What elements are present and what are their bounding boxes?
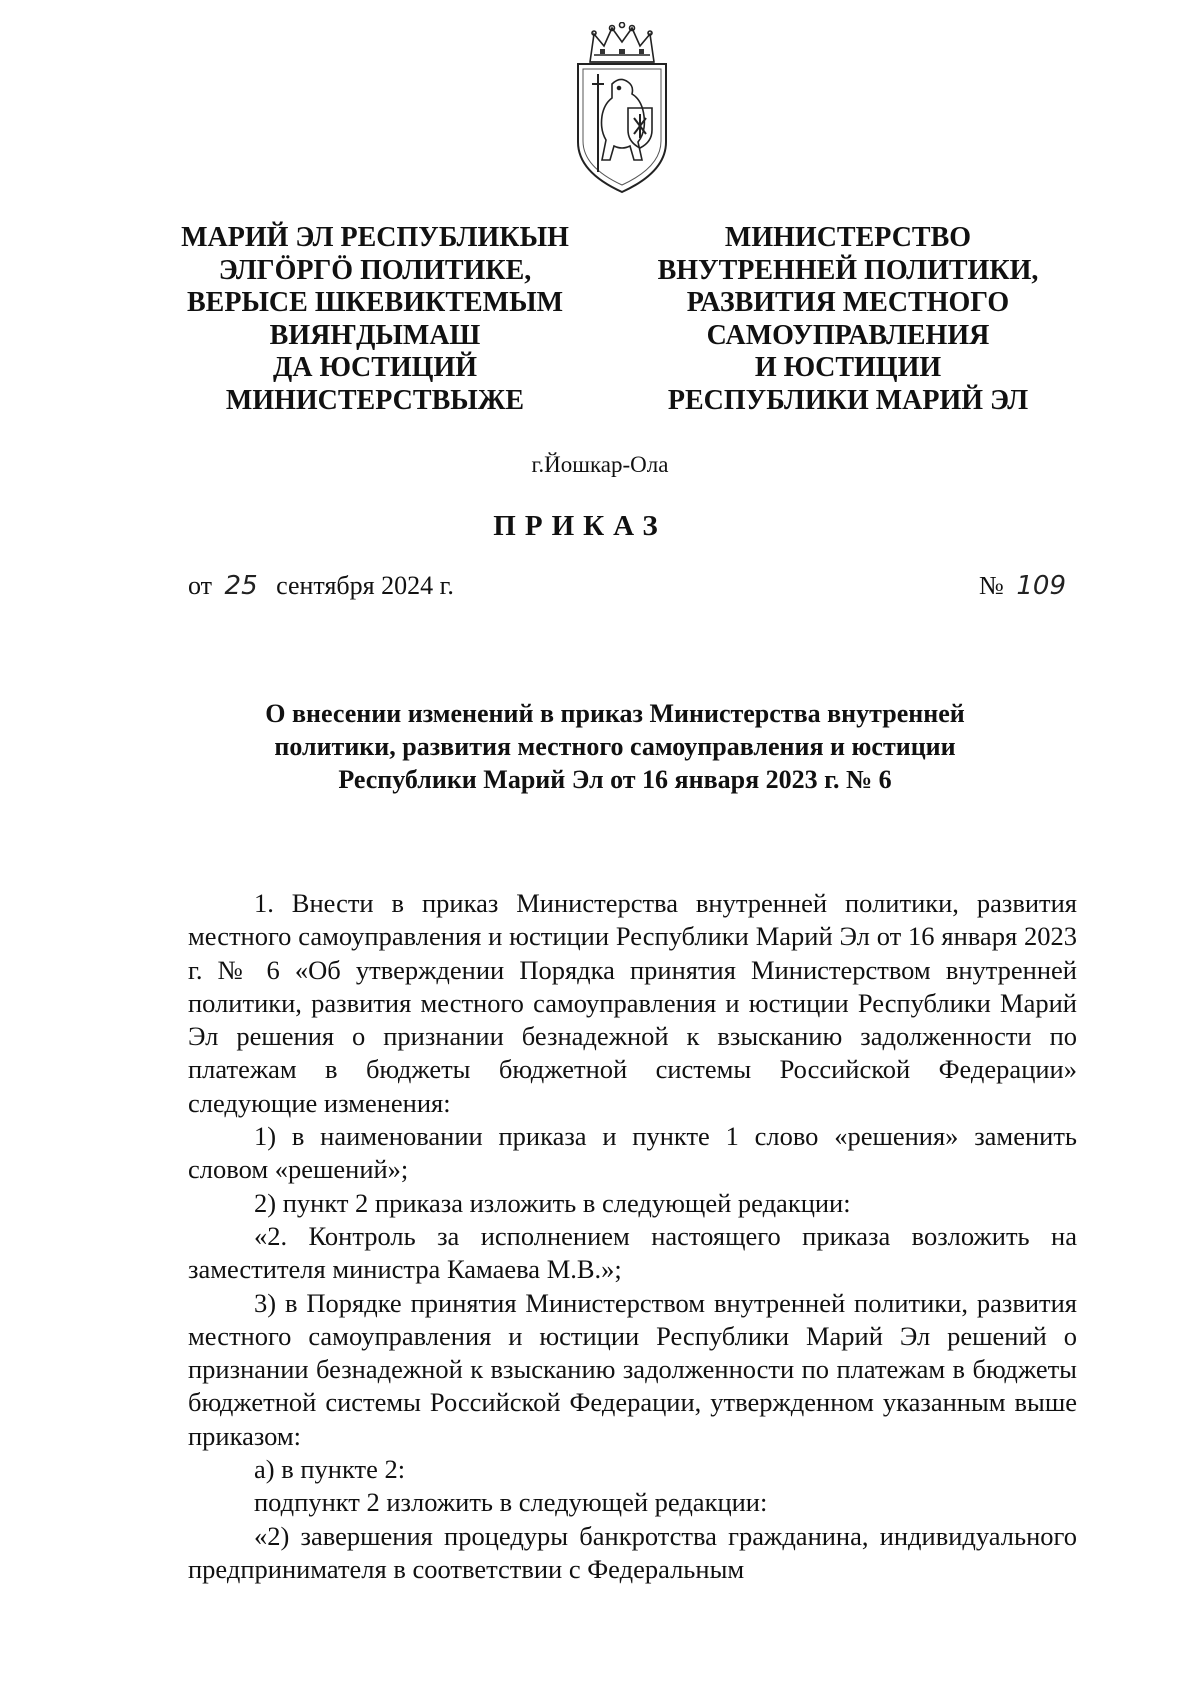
body-paragraph: 2) пункт 2 приказа изложить в следующей редакции:	[254, 1187, 851, 1218]
city-name: г.Йошкар-Ола	[531, 452, 669, 477]
body-paragraph: 1. Внести в приказ Министерства внутренней политики, развития местного самоуправления и юстиции Республики Марий Эл от 16 января 2023 г. № 6 «Об утверждении Порядка принятия Министерством внутренней политики, развития местного самоуправления и юстиции Республики Марий Эл решения о признании безнадежной к взысканию задолженности по платежам в бюджеты бюджетной системы Российской Федерации» следующие изменения:	[188, 888, 1077, 1118]
header-left-line: МИНИСТЕРСТВЫЖЕ	[225, 384, 525, 416]
header-left-line: МАРИЙ ЭЛ РЕСПУБЛИКЫН	[181, 222, 569, 253]
body-paragraph: «2. Контроль за исполнением настоящего приказа возложить на заместителя министра Камаева М.В.»;	[188, 1220, 1077, 1285]
header-left-ministry-name	[175, 222, 575, 417]
document-title	[150, 697, 1080, 796]
header-left-line: ДА ЮСТИЦИЙ	[272, 352, 478, 383]
header-right-line: И ЮСТИЦИИ	[754, 352, 942, 383]
body-paragraph: подпункт 2 изложить в следующей редакции:	[254, 1487, 768, 1518]
header-left-line: ВЕРЫСЕ ШКЕВИКТЕМЫМ	[186, 287, 564, 318]
title-line: политики, развития местного самоуправления и юстиции	[274, 732, 956, 761]
body-paragraph: «2) завершения процедуры банкротства гражданина, индивидуального предпринимателя в соответствии с Федеральным	[188, 1520, 1077, 1584]
number-value-handwritten: 109	[1016, 571, 1066, 601]
header-right-line: МИНИСТЕРСТВО	[724, 222, 972, 253]
number-prefix: №	[979, 571, 1004, 600]
document-type: ПРИКАЗ	[493, 510, 667, 542]
body-paragraph: 3) в Порядке принятия Министерством внутренней политики, развития местного самоуправления и юстиции Республики Марий Эл решений о признании безнадежной к взысканию задолженности по платежам в бюджеты бюджетной системы Российской Федерации, утвержденном указанным выше приказом:	[188, 1287, 1077, 1451]
document-date	[188, 571, 454, 601]
header-right-line: САМОУПРАВЛЕНИЯ	[706, 319, 990, 351]
body-paragraph: а) в пункте 2:	[254, 1454, 406, 1485]
header-right-line: РАЗВИТИЯ МЕСТНОГО	[686, 287, 1010, 318]
date-prefix: от	[188, 571, 213, 600]
date-month-year: сентября 2024 г.	[276, 571, 454, 600]
document-number	[979, 571, 1078, 601]
coat-of-arms-icon	[572, 22, 672, 200]
document-body	[188, 887, 1077, 1586]
header-left-line: ЭЛГӦРГӦ ПОЛИТИКЕ,	[218, 254, 532, 286]
date-day-handwritten: 25	[224, 571, 258, 601]
header-right-ministry-name	[638, 222, 1058, 417]
header-right-line: ВНУТРЕННЕЙ ПОЛИТИКИ,	[657, 254, 1039, 286]
header-left-line: ВИЯҤДЫМАШ	[269, 319, 481, 351]
body-paragraph: 1) в наименовании приказа и пункте 1 слово «решения» заменить словом «решений»;	[188, 1121, 1077, 1185]
header-right-line: РЕСПУБЛИКИ МАРИЙ ЭЛ	[667, 384, 1029, 416]
title-line: Республики Марий Эл от 16 января 2023 г. № 6	[338, 765, 892, 794]
title-line: О внесении изменений в приказ Министерства внутренней	[265, 699, 965, 728]
